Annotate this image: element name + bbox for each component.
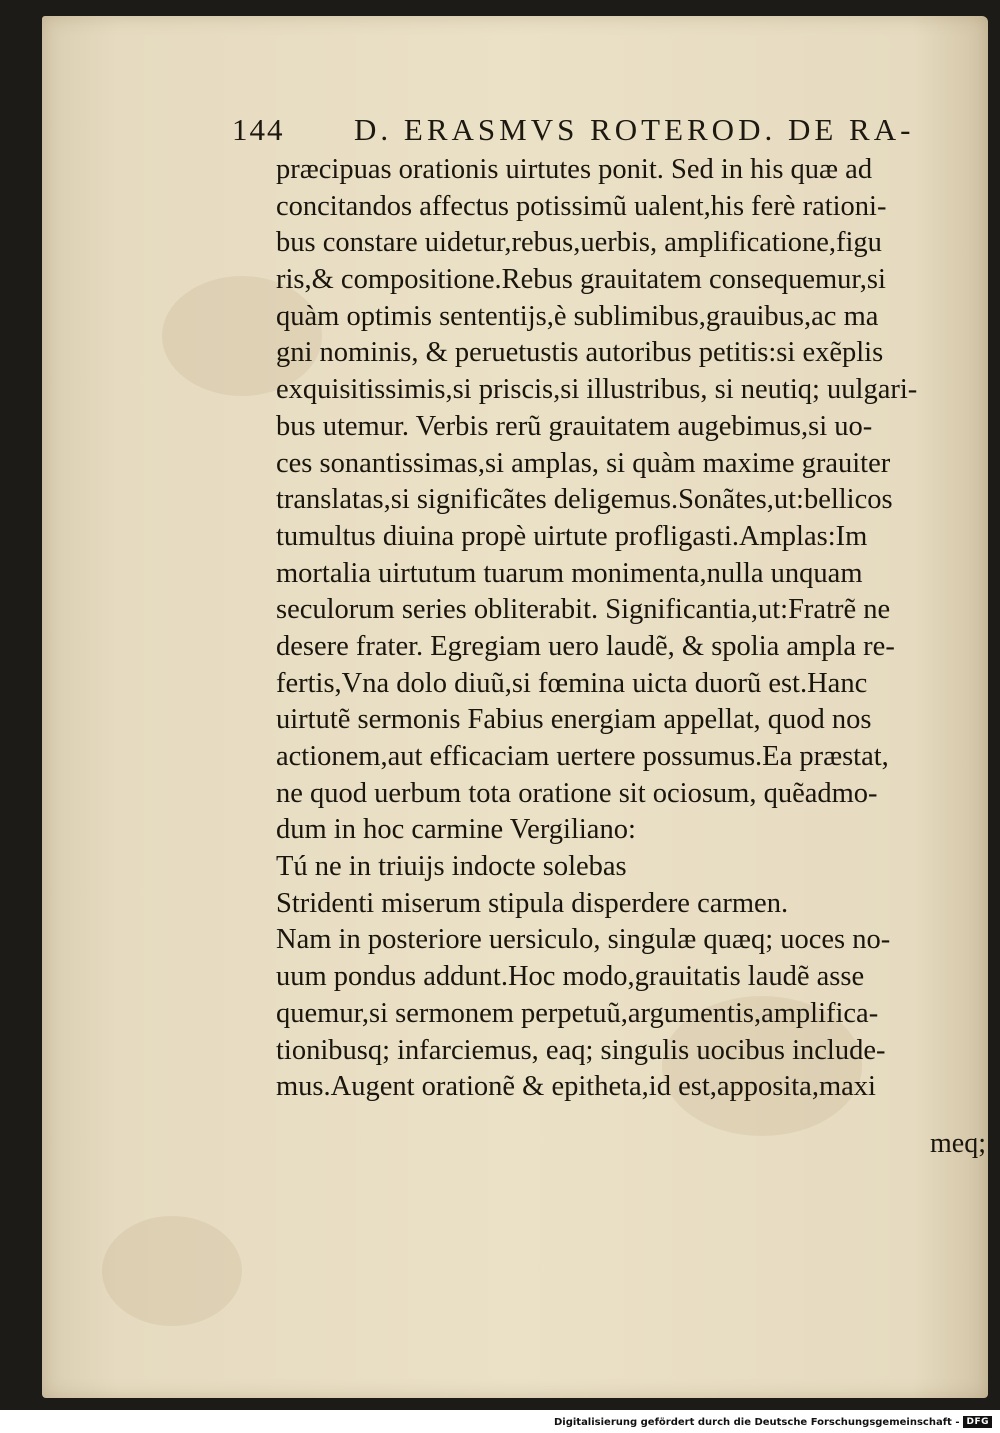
- text-line: tionibusq; infarciemus, eaq; singulis uocibus include-: [276, 1034, 886, 1066]
- text-line: Nam in posteriore uersiculo, singulæ quæq; uoces no-: [276, 924, 891, 956]
- paper-stain: [102, 1216, 242, 1326]
- text-line: translatas,si significãtes deligemus.Sonãtes,ut:bellicos: [276, 484, 893, 516]
- text-line: ris,& compositione.Rebus grauitatem consequemur,si: [276, 264, 886, 296]
- text-line: fertis,Vna dolo diuũ,si fœmina uicta duorũ est.Hanc: [276, 667, 868, 699]
- text-line: exquisitissimis,si priscis,si illustribus, si neutiq; uulgari-: [276, 374, 918, 406]
- credit-text: Digitalisierung gefördert durch die Deutsche Forschungsgemeinschaft -: [553, 1416, 960, 1428]
- text-line: uirtutẽ sermonis Fabius energiam appellat, quod nos: [276, 704, 872, 736]
- catchword: meq;: [930, 1128, 986, 1159]
- text-line: ces sonantissimas,si amplas, si quàm maxime grauiter: [276, 447, 891, 479]
- text-line: gni nominis, & peruetustis autoribus petitis:si exẽplis: [276, 337, 884, 369]
- text-line: dum in hoc carmine Vergiliano:: [276, 814, 636, 846]
- text-line: quemur,si sermonem perpetuũ,argumentis,amplifica-: [276, 997, 879, 1029]
- running-head: D. ERASMVS ROTEROD. DE RA-: [354, 112, 915, 147]
- verse-line: Tú ne in triuijs indocte solebas: [276, 851, 627, 883]
- text-line: concitandos affectus potissimũ ualent,his ferè rationi-: [276, 190, 887, 222]
- text-line: bus utemur. Verbis rerũ grauitatem augebimus,si uo-: [276, 410, 873, 442]
- text-line: tumultus diuina propè uirtute profligasti.Amplas:Im: [276, 520, 868, 552]
- text-block: [276, 152, 976, 1106]
- verse-line: Stridenti miserum stipula disperdere carmen.: [276, 887, 789, 919]
- text-line: mortalia uirtutum tuarum monimenta,nulla unquam: [276, 557, 863, 589]
- text-line: mus.Augent orationẽ & epitheta,id est,apposita,maxi: [276, 1071, 876, 1103]
- text-line: uum pondus addunt.Hoc modo,grauitatis laudẽ asse: [276, 961, 865, 993]
- text-line: actionem,aut efficaciam uertere possumus.Ea præstat,: [276, 741, 889, 772]
- text-line: quàm optimis sententijs,è sublimibus,grauibus,ac ma: [276, 300, 879, 332]
- page-number: 144: [232, 112, 285, 147]
- text-line: seculorum series obliterabit. Significantia,ut:Fratrẽ ne: [276, 594, 891, 626]
- page-header: [232, 112, 952, 152]
- dfg-logo: DFG: [963, 1416, 992, 1428]
- text-line: bus constare uidetur,rebus,uerbis, amplificatione,figu: [276, 227, 882, 259]
- text-line: præcipuas orationis uirtutes ponit. Sed in his quæ ad: [276, 154, 873, 185]
- digitization-credit: [554, 1416, 992, 1428]
- text-line: desere frater. Egregiam uero laudẽ, & spolia ampla re-: [276, 630, 895, 662]
- text-line: ne quod uerbum tota oratione sit ociosum, quẽadmo-: [276, 777, 878, 809]
